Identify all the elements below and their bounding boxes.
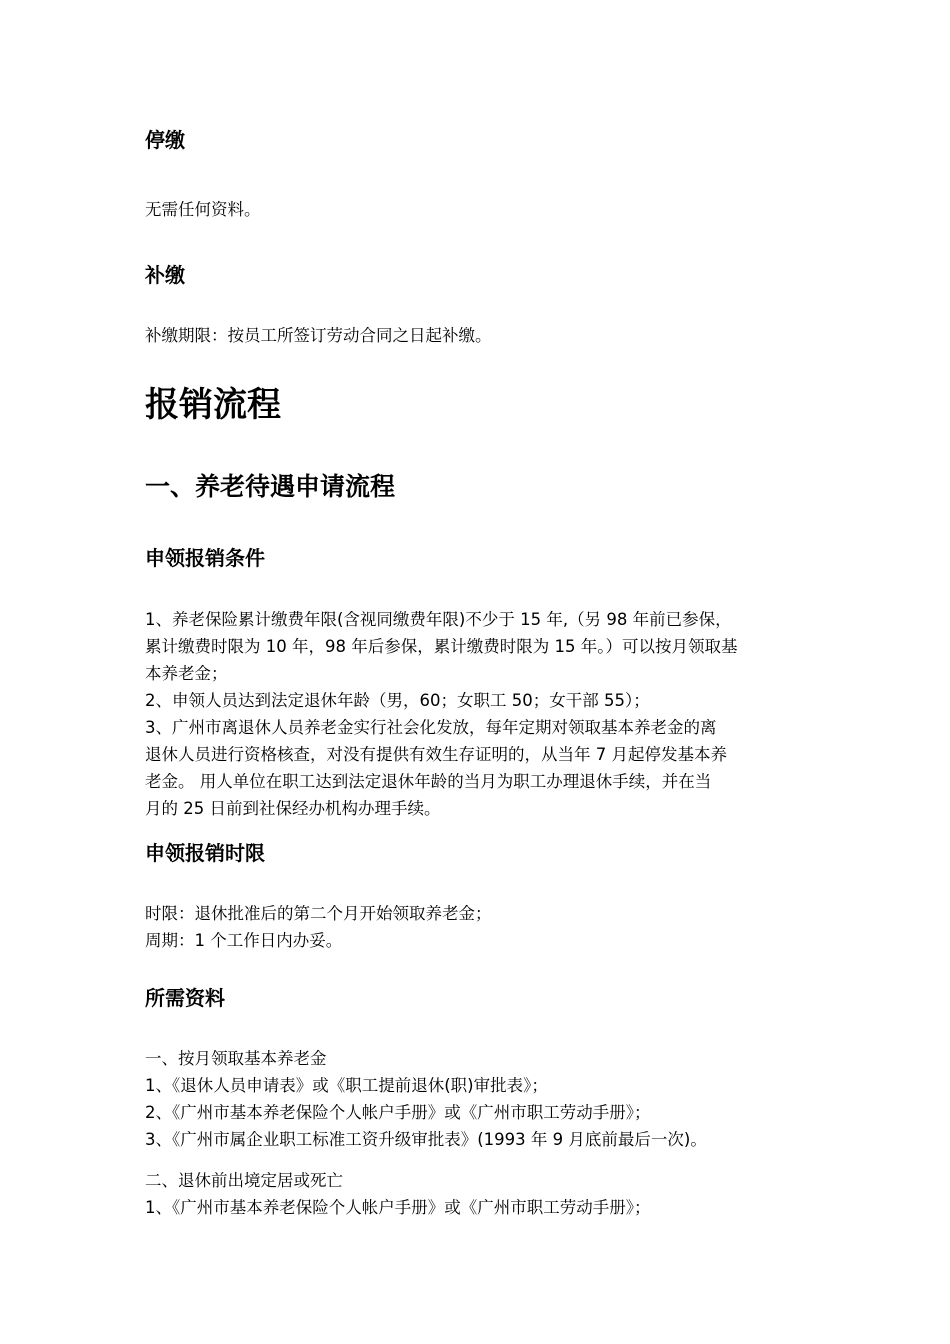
text-line: 累计缴费时限为 10 年，98 年后参保，累计缴费时限为 15 年。）可以按月领取基 (145, 637, 738, 656)
text-line: 周期：1 个工作日内办妥。 (145, 931, 343, 950)
text-line: 一、按月领取基本养老金 (145, 1049, 327, 1068)
text-line: 1、养老保险累计缴费年限(含视同缴费年限)不少于 15 年,（另 98 年前已参保， (145, 610, 732, 629)
text-line: 老金。 用人单位在职工达到法定退休年龄的当月为职工办理退休手续，并在当 (145, 772, 712, 791)
required-documents-heading: 所需资料 (145, 986, 225, 1010)
supplementary-payment-text: 补缴期限：按员工所签订劳动合同之日起补缴。 (145, 326, 492, 345)
text-line: 1、《退休人员申请表》或《职工提前退休(职)审批表》； (145, 1076, 548, 1095)
section-heading-stop-payment: 停缴 (145, 128, 185, 152)
conditions-paragraph (145, 606, 810, 822)
text-line: 本养老金； (145, 664, 228, 683)
section-heading-supplementary-payment: 补缴 (145, 263, 185, 287)
time-limit-heading: 申领报销时限 (145, 841, 265, 865)
text-line: 3、广州市离退休人员养老金实行社会化发放，每年定期对领取基本养老金的离 (145, 718, 717, 737)
subsection-title: 一、养老待遇申请流程 (145, 472, 396, 501)
documents-group-monthly (145, 1045, 810, 1153)
text-line: 2、《广州市基本养老保险个人帐户手册》或《广州市职工劳动手册》； (145, 1103, 651, 1122)
time-limit-paragraph (145, 900, 810, 954)
conditions-heading: 申领报销条件 (145, 546, 265, 570)
text-line: 时限：退休批准后的第二个月开始领取养老金； (145, 904, 492, 923)
text-line: 退休人员进行资格核查，对没有提供有效生存证明的，从当年 7 月起停发基本养 (145, 745, 727, 764)
text-line: 月的 25 日前到社保经办机构办理手续。 (145, 799, 441, 818)
text-line: 1、《广州市基本养老保险个人帐户手册》或《广州市职工劳动手册》； (145, 1198, 651, 1217)
stop-payment-text: 无需任何资料。 (145, 200, 261, 219)
text-line: 二、退休前出境定居或死亡 (145, 1171, 343, 1190)
documents-group-emigration-death (145, 1167, 810, 1221)
page-title: 报销流程 (145, 385, 281, 425)
text-line: 2、申领人员达到法定退休年龄（男，60；女职工 50；女干部 55）； (145, 691, 650, 710)
text-line: 3、《广州市属企业职工标准工资升级审批表》(1993 年 9 月底前最后一次)。 (145, 1130, 707, 1149)
